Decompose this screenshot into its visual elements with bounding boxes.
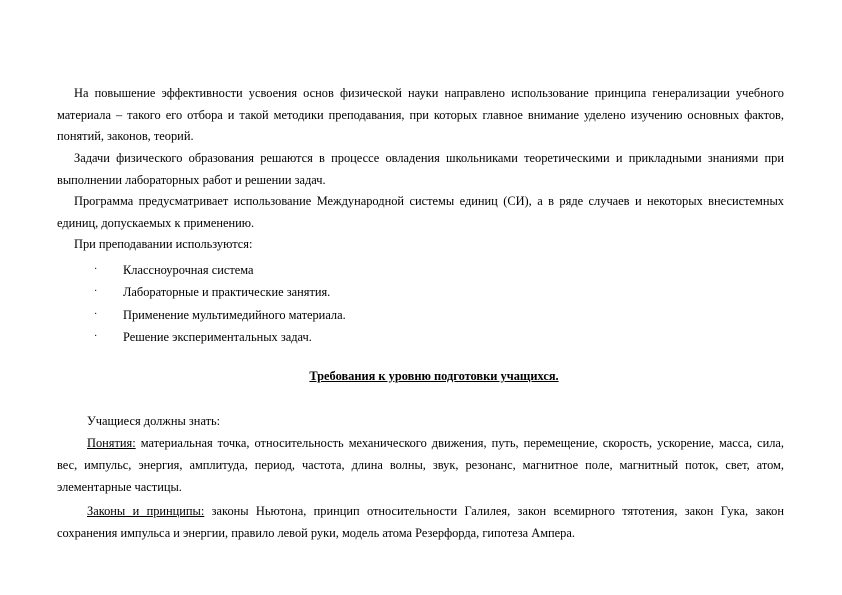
concepts-text: материальная точка, относительность механического движения, путь, перемещение, скорость, ускорение, масса, сила, вес, импульс, энергия, амплитуда, период, частота, длина волны, звук, резонанс, магнитное поле, магнитный поток, свет, атом, элементарные частицы. — [57, 436, 784, 494]
paragraph-text: Задачи физического образования решаются в процессе овладения школьниками теоретическими и прикладными знаниями при выполнении лабораторных работ и решении задач. — [57, 151, 784, 187]
list-item-text: Применение мультимедийного материала. — [123, 307, 346, 322]
list-item — [57, 259, 657, 281]
laws-paragraph — [57, 501, 784, 545]
bullet-icon: · — [94, 286, 98, 298]
list-item-text: Классноурочная система — [123, 263, 254, 277]
concepts-label: Понятия: — [87, 436, 136, 450]
bullet-icon: · — [94, 330, 98, 342]
paragraph-physics-education-tasks — [57, 148, 784, 191]
section-heading: Требования к уровню подготовки учащихся. — [309, 369, 559, 383]
teaching-methods-list — [57, 259, 657, 348]
paragraph-teaching-methods-intro — [57, 234, 784, 256]
must-know-label: Учащиеся должны знать: — [87, 414, 221, 428]
bullet-icon: · — [94, 308, 98, 320]
paragraph-text: При преподавании используются: — [74, 237, 253, 251]
list-item-text: Решение экспериментальных задач. — [123, 329, 312, 344]
list-item — [57, 326, 657, 348]
paragraph-text: Программа предусматривает использование Международной системы единиц (СИ), а в ряде случаев и некоторых внесистемных единиц, допускаемых к применению. — [57, 194, 784, 230]
list-item — [57, 281, 657, 303]
laws-text: законы Ньютона, принцип относительности Галилея, закон всемирного тятотения, закон Гука, закон сохранения импульса и энергии, правило левой руки, модель атома Резерфорда, гипотеза Ампера. — [57, 504, 784, 540]
paragraph-generalization — [57, 83, 784, 148]
paragraph-si-units — [57, 191, 784, 234]
bullet-icon: · — [94, 264, 98, 275]
concepts-text-block — [57, 433, 784, 498]
paragraph-text: На повышение эффективности усвоения основ физической науки направлено использование принципа генерализации учебного материала – такого его отбора и такой методики преподавания, при которых главное внимание уделено изучению основных фактов, понятий, законов, теорий. — [57, 86, 784, 144]
concepts-paragraph — [57, 433, 784, 498]
list-item-text: Лабораторные и практические занятия. — [123, 285, 331, 300]
laws-text-block — [57, 501, 784, 545]
list-item — [57, 304, 657, 326]
laws-label: Законы и принципы: — [87, 504, 205, 518]
